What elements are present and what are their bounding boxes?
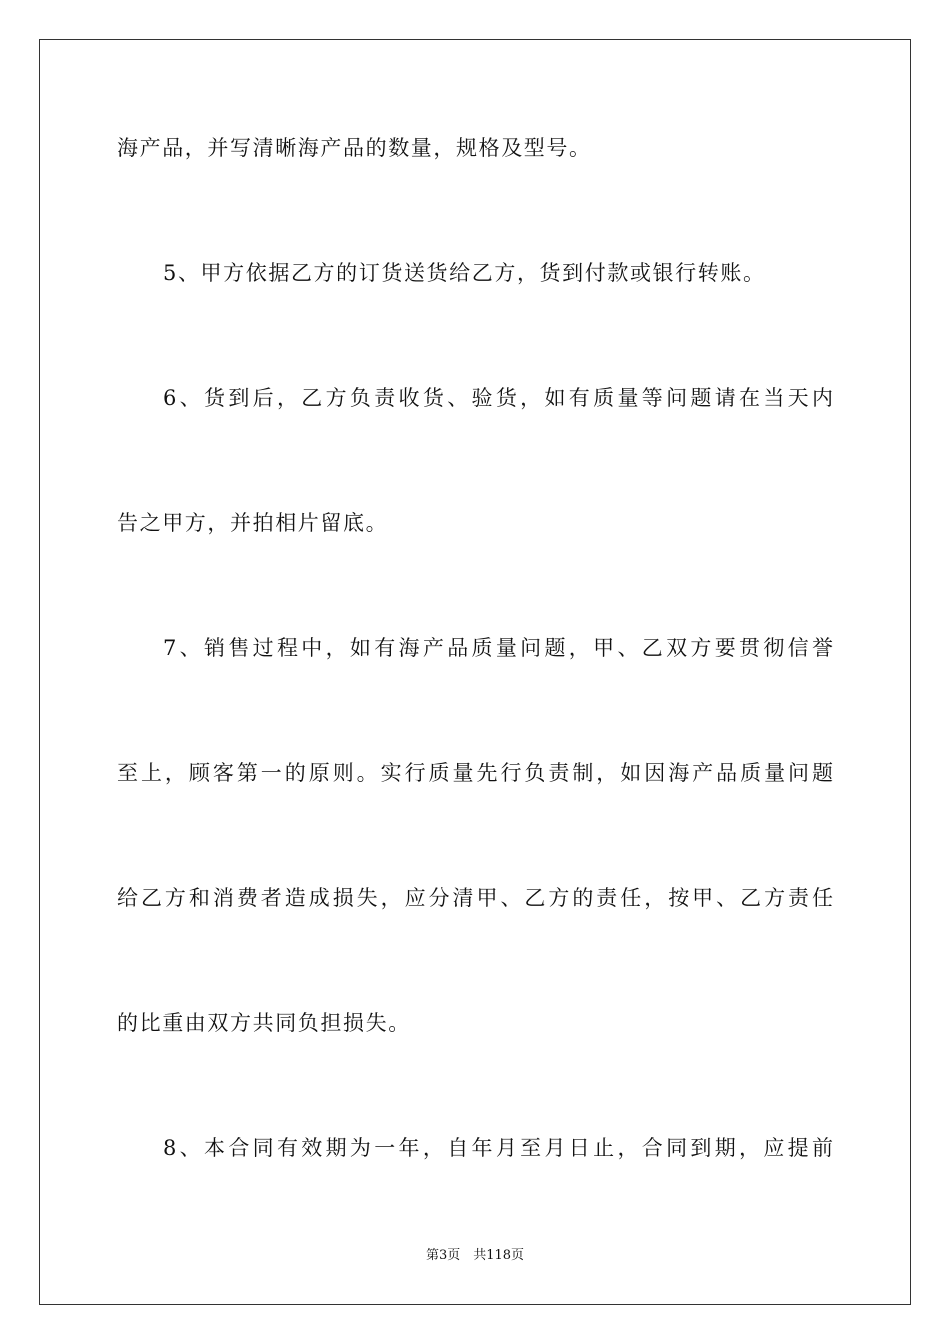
- paragraph-line: 6、货到后，乙方负责收货、验货，如有质量等问题请在当天内: [163, 386, 833, 410]
- paragraph-line: 海产品，并写清晰海产品的数量，规格及型号。: [117, 136, 592, 160]
- paragraph-line: 告之甲方，并拍相片留底。: [117, 511, 389, 535]
- paragraph-line: 的比重由双方共同负担损失。: [117, 1011, 411, 1035]
- paragraph-line: 至上，顾客第一的原则。实行质量先行负责制，如因海产品质量问题: [117, 761, 833, 785]
- page-border: [39, 39, 911, 1305]
- paragraph-line: 给乙方和消费者造成损失，应分清甲、乙方的责任，按甲、乙方责任: [117, 886, 833, 910]
- paragraph-line: 8、本合同有效期为一年，自年月至月日止，合同到期，应提前: [163, 1136, 833, 1160]
- paragraph-line: 5、甲方依据乙方的订货送货给乙方，货到付款或银行转账。: [163, 261, 766, 285]
- paragraph-line: 7、销售过程中，如有海产品质量问题，甲、乙双方要贯彻信誉: [163, 636, 833, 660]
- page-number-footer: 第3页 共118页: [425, 1248, 525, 1263]
